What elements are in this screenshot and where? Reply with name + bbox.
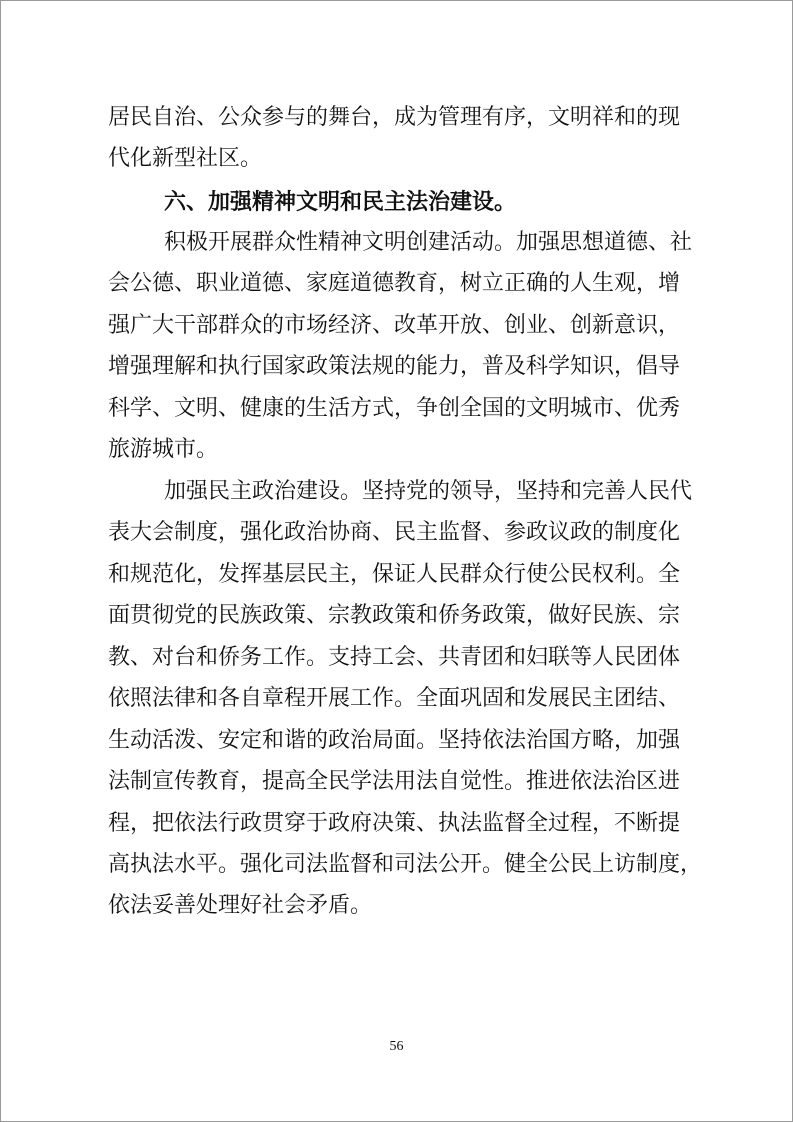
text-line: 依法妥善处理好社会矛盾。 — [108, 893, 373, 918]
text-line: 教、对台和侨务工作。支持工会、共青团和妇联等人民团体 — [108, 645, 681, 670]
section-heading: 六、加强精神文明和民主法治建设。 — [164, 189, 517, 215]
text-line: 程，把依法行政贯穿于政府决策、执法监督全过程，不断提 — [108, 811, 681, 836]
text-line: 面贯彻党的民族政策、宗教政策和侨务政策，做好民族、宗 — [108, 603, 681, 628]
text-line: 居民自治、公众参与的舞台，成为管理有序，文明祥和的现 — [108, 105, 681, 130]
text-line: 法制宣传教育，提高全民学法用法自觉性。推进依法治区进 — [108, 769, 681, 794]
text-line: 加强民主政治建设。坚持党的领导，坚持和完善人民代 — [164, 479, 693, 504]
text-line: 会公德、职业道德、家庭道德教育，树立正确的人生观，增 — [108, 271, 681, 296]
text-line: 高执法水平。强化司法监督和司法公开。健全公民上访制度， — [108, 852, 703, 877]
text-line: 代化新型社区。 — [108, 146, 263, 171]
text-line: 增强理解和执行国家政策法规的能力，普及科学知识，倡导 — [108, 354, 681, 379]
text-line: 依照法律和各自章程开展工作。全面巩固和发展民主团结、 — [108, 686, 681, 711]
page-number: 56 — [389, 1039, 404, 1054]
text-line: 生动活泼、安定和谐的政治局面。坚持依法治国方略，加强 — [108, 728, 681, 753]
text-line: 强广大干部群众的市场经济、改革开放、创业、创新意识， — [108, 313, 681, 338]
text-line: 表大会制度，强化政治协商、民主监督、参政议政的制度化 — [108, 520, 681, 545]
text-line: 积极开展群众性精神文明创建活动。加强思想道德、社 — [164, 230, 693, 255]
text-line: 科学、文明、健康的生活方式，争创全国的文明城市、优秀 — [108, 396, 681, 421]
text-line: 和规范化，发挥基层民主，保证人民群众行使公民权利。全 — [108, 562, 681, 587]
text-line: 旅游城市。 — [108, 437, 219, 462]
